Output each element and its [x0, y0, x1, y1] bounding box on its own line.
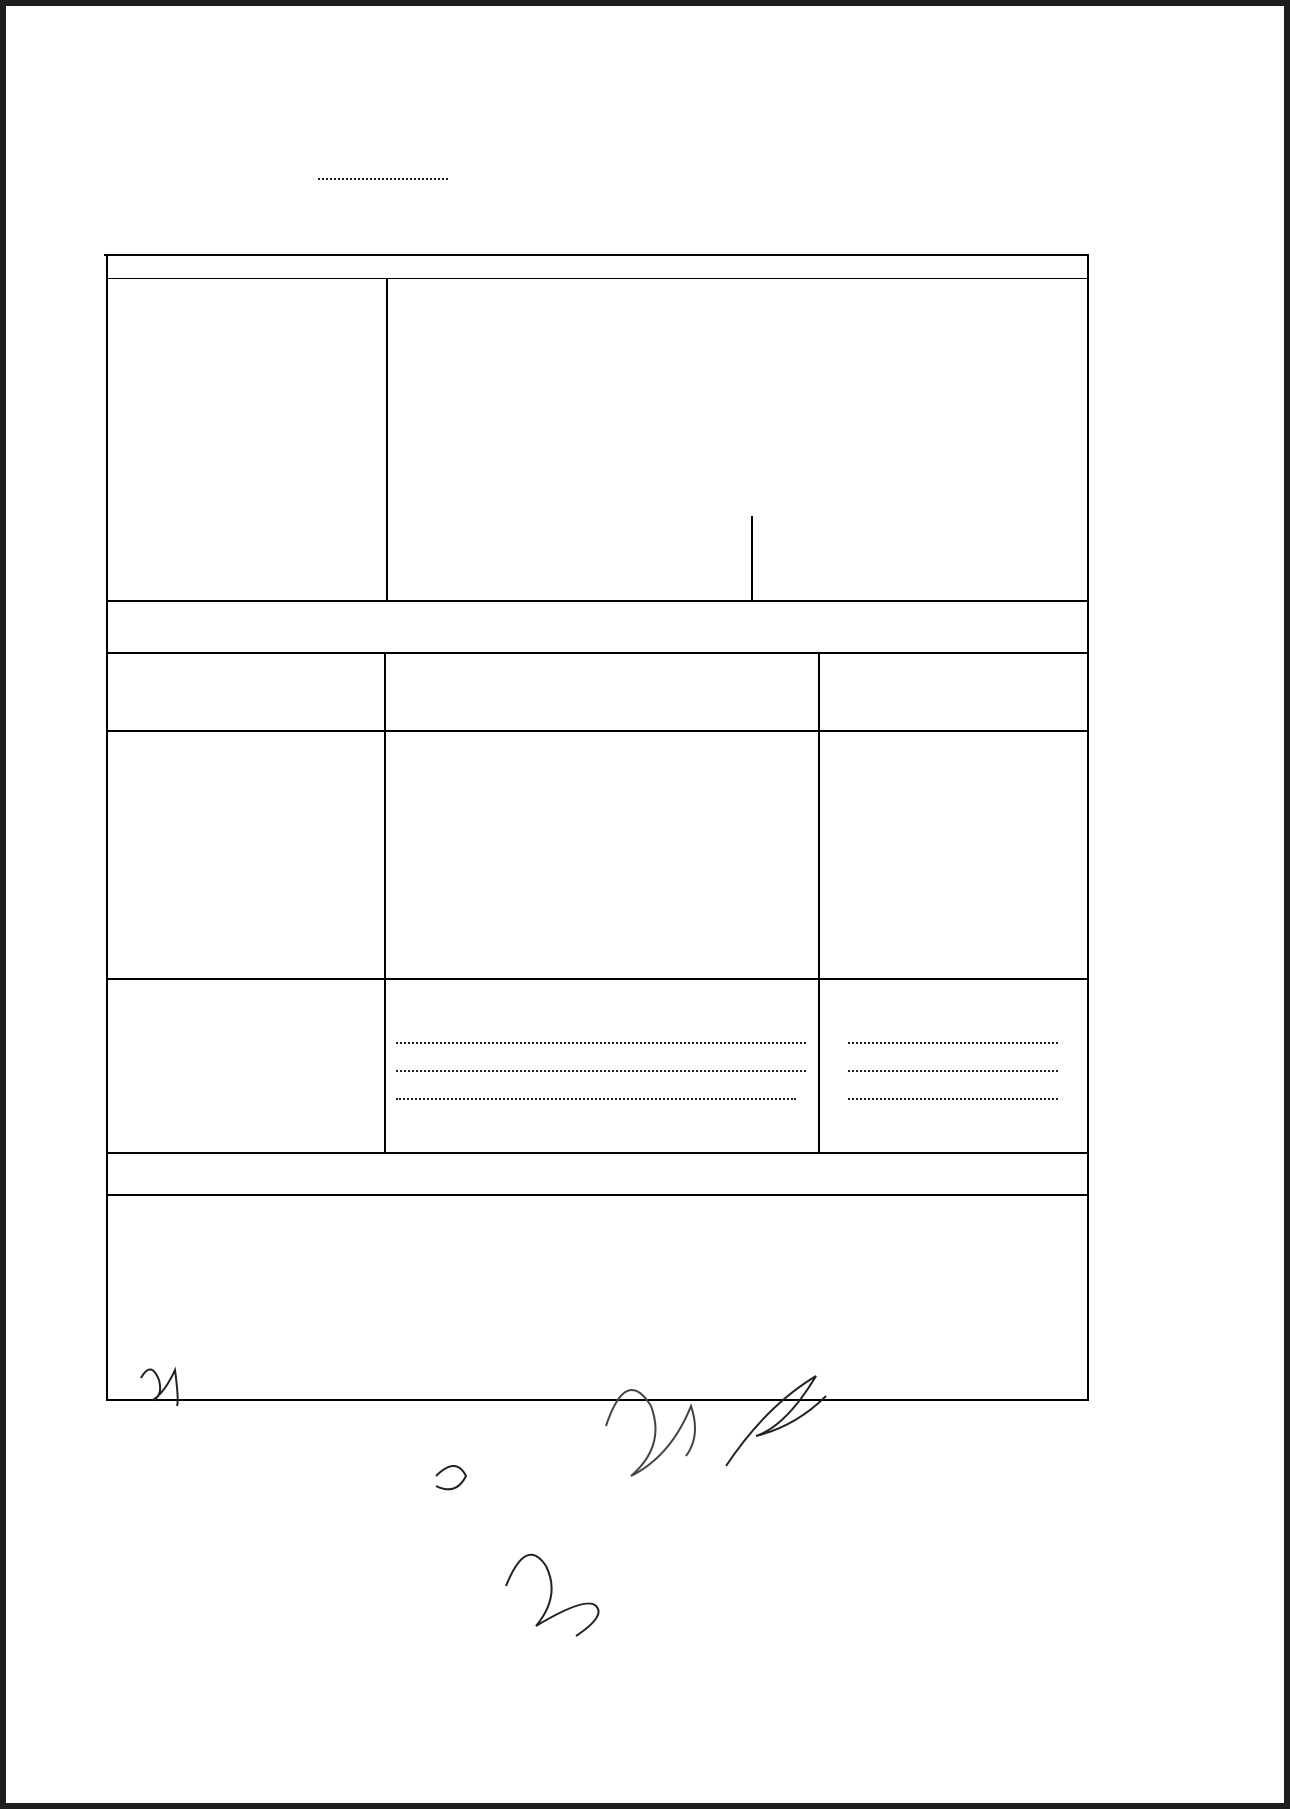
signature-scribble — [436, 1466, 466, 1489]
signature-scribble — [506, 1555, 599, 1636]
signature-scribble — [606, 1390, 695, 1476]
form-page — [6, 6, 1284, 1803]
signature-scribble — [141, 1369, 178, 1406]
signature-scribble — [726, 1376, 826, 1466]
signature-strokes — [6, 6, 1284, 1803]
